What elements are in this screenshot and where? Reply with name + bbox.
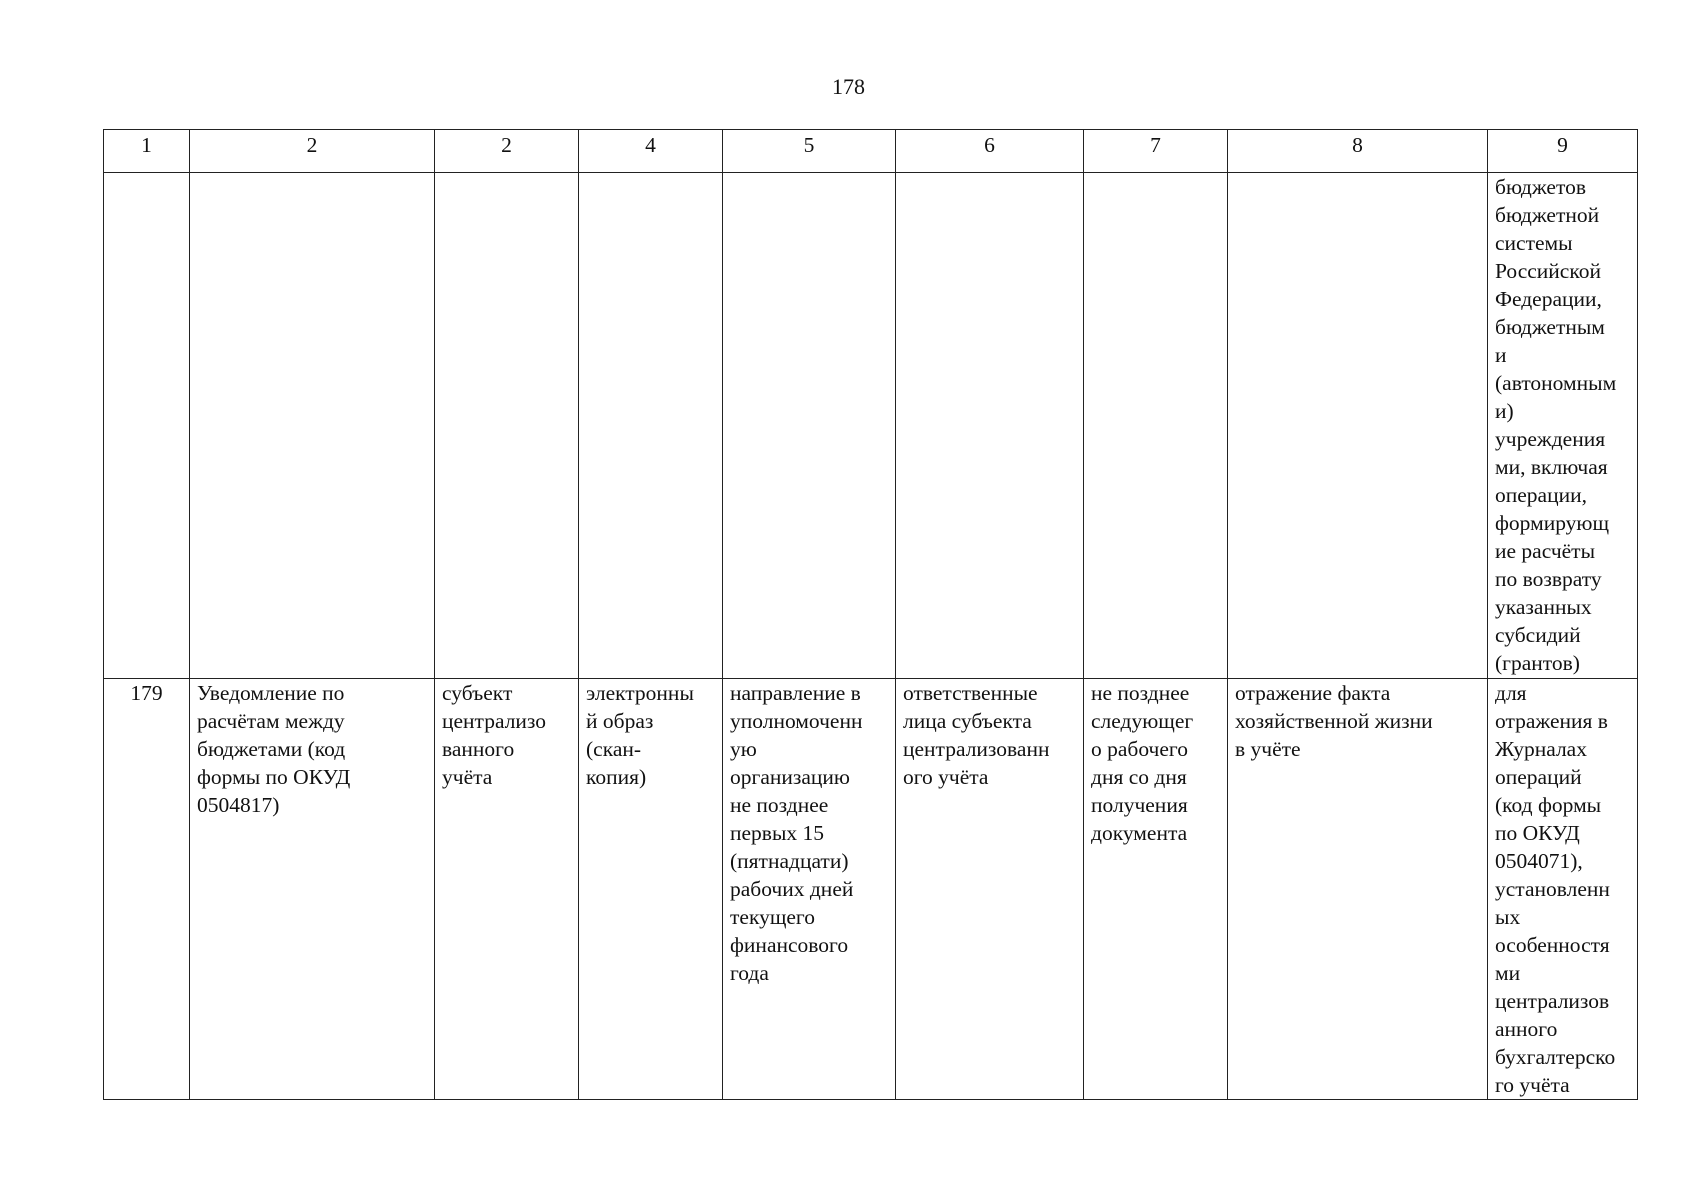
table-cell [435,679,579,1100]
cell-text: отражение факта хозяйственной жизни в учёте [1235,681,1433,761]
table-cell [1488,173,1638,679]
table-cell [1084,679,1228,1100]
column-header: 1 [104,130,190,173]
table-cell [579,679,723,1100]
cell-text: субъект централизо ванного учёта [442,681,547,789]
document-table [103,129,1638,1100]
cell-text: бюджетов бюджетной системы Российской Федерации, бюджетным и (автономным и) учреждения ми, включая операции, формирующ ие расчёты по возврату указанных субсидий (грантов) [1495,175,1617,675]
table-cell [435,173,579,679]
cell-text: для отражения в Журналах операций (код формы по ОКУД 0504071), установленн ых особенностя ми централизов анного бухгалтерско го учёта [1495,681,1616,1097]
cell-text: Уведомление по расчётам между бюджетами (код формы по ОКУД 0504817) [197,681,351,817]
row-number-cell [104,679,190,1100]
table-row [104,679,1638,1100]
document-name-cell [190,679,435,1100]
table-cell [1228,679,1488,1100]
table-cell [723,679,896,1100]
column-header: 9 [1488,130,1638,173]
cell-text: не позднее следующег о рабочего дня со дня получения документа [1091,681,1194,845]
cell-text: ответственные лица субъекта централизованн ого учёта [903,681,1050,789]
cell-text: электронны й образ (скан- копия) [586,681,694,789]
table-cell [1084,173,1228,679]
table-header-row [104,130,1638,173]
table-cell [579,173,723,679]
column-header: 8 [1228,130,1488,173]
table-cell [896,173,1084,679]
table-cell [1228,173,1488,679]
row-number: 179 [130,681,163,705]
column-header: 6 [896,130,1084,173]
column-header: 4 [579,130,723,173]
table-cell [896,679,1084,1100]
column-header: 2 [435,130,579,173]
cell-text: направление в уполномоченн ую организацию не позднее первых 15 (пятнадцати) рабочих дней текущего финансового года [730,681,863,985]
page-number: 178 [832,74,865,99]
table-row [104,173,1638,679]
table-cell [190,173,435,679]
table-cell [1488,679,1638,1100]
column-header: 7 [1084,130,1228,173]
table-cell [723,173,896,679]
table-cell [104,173,190,679]
column-header: 2 [190,130,435,173]
column-header: 5 [723,130,896,173]
